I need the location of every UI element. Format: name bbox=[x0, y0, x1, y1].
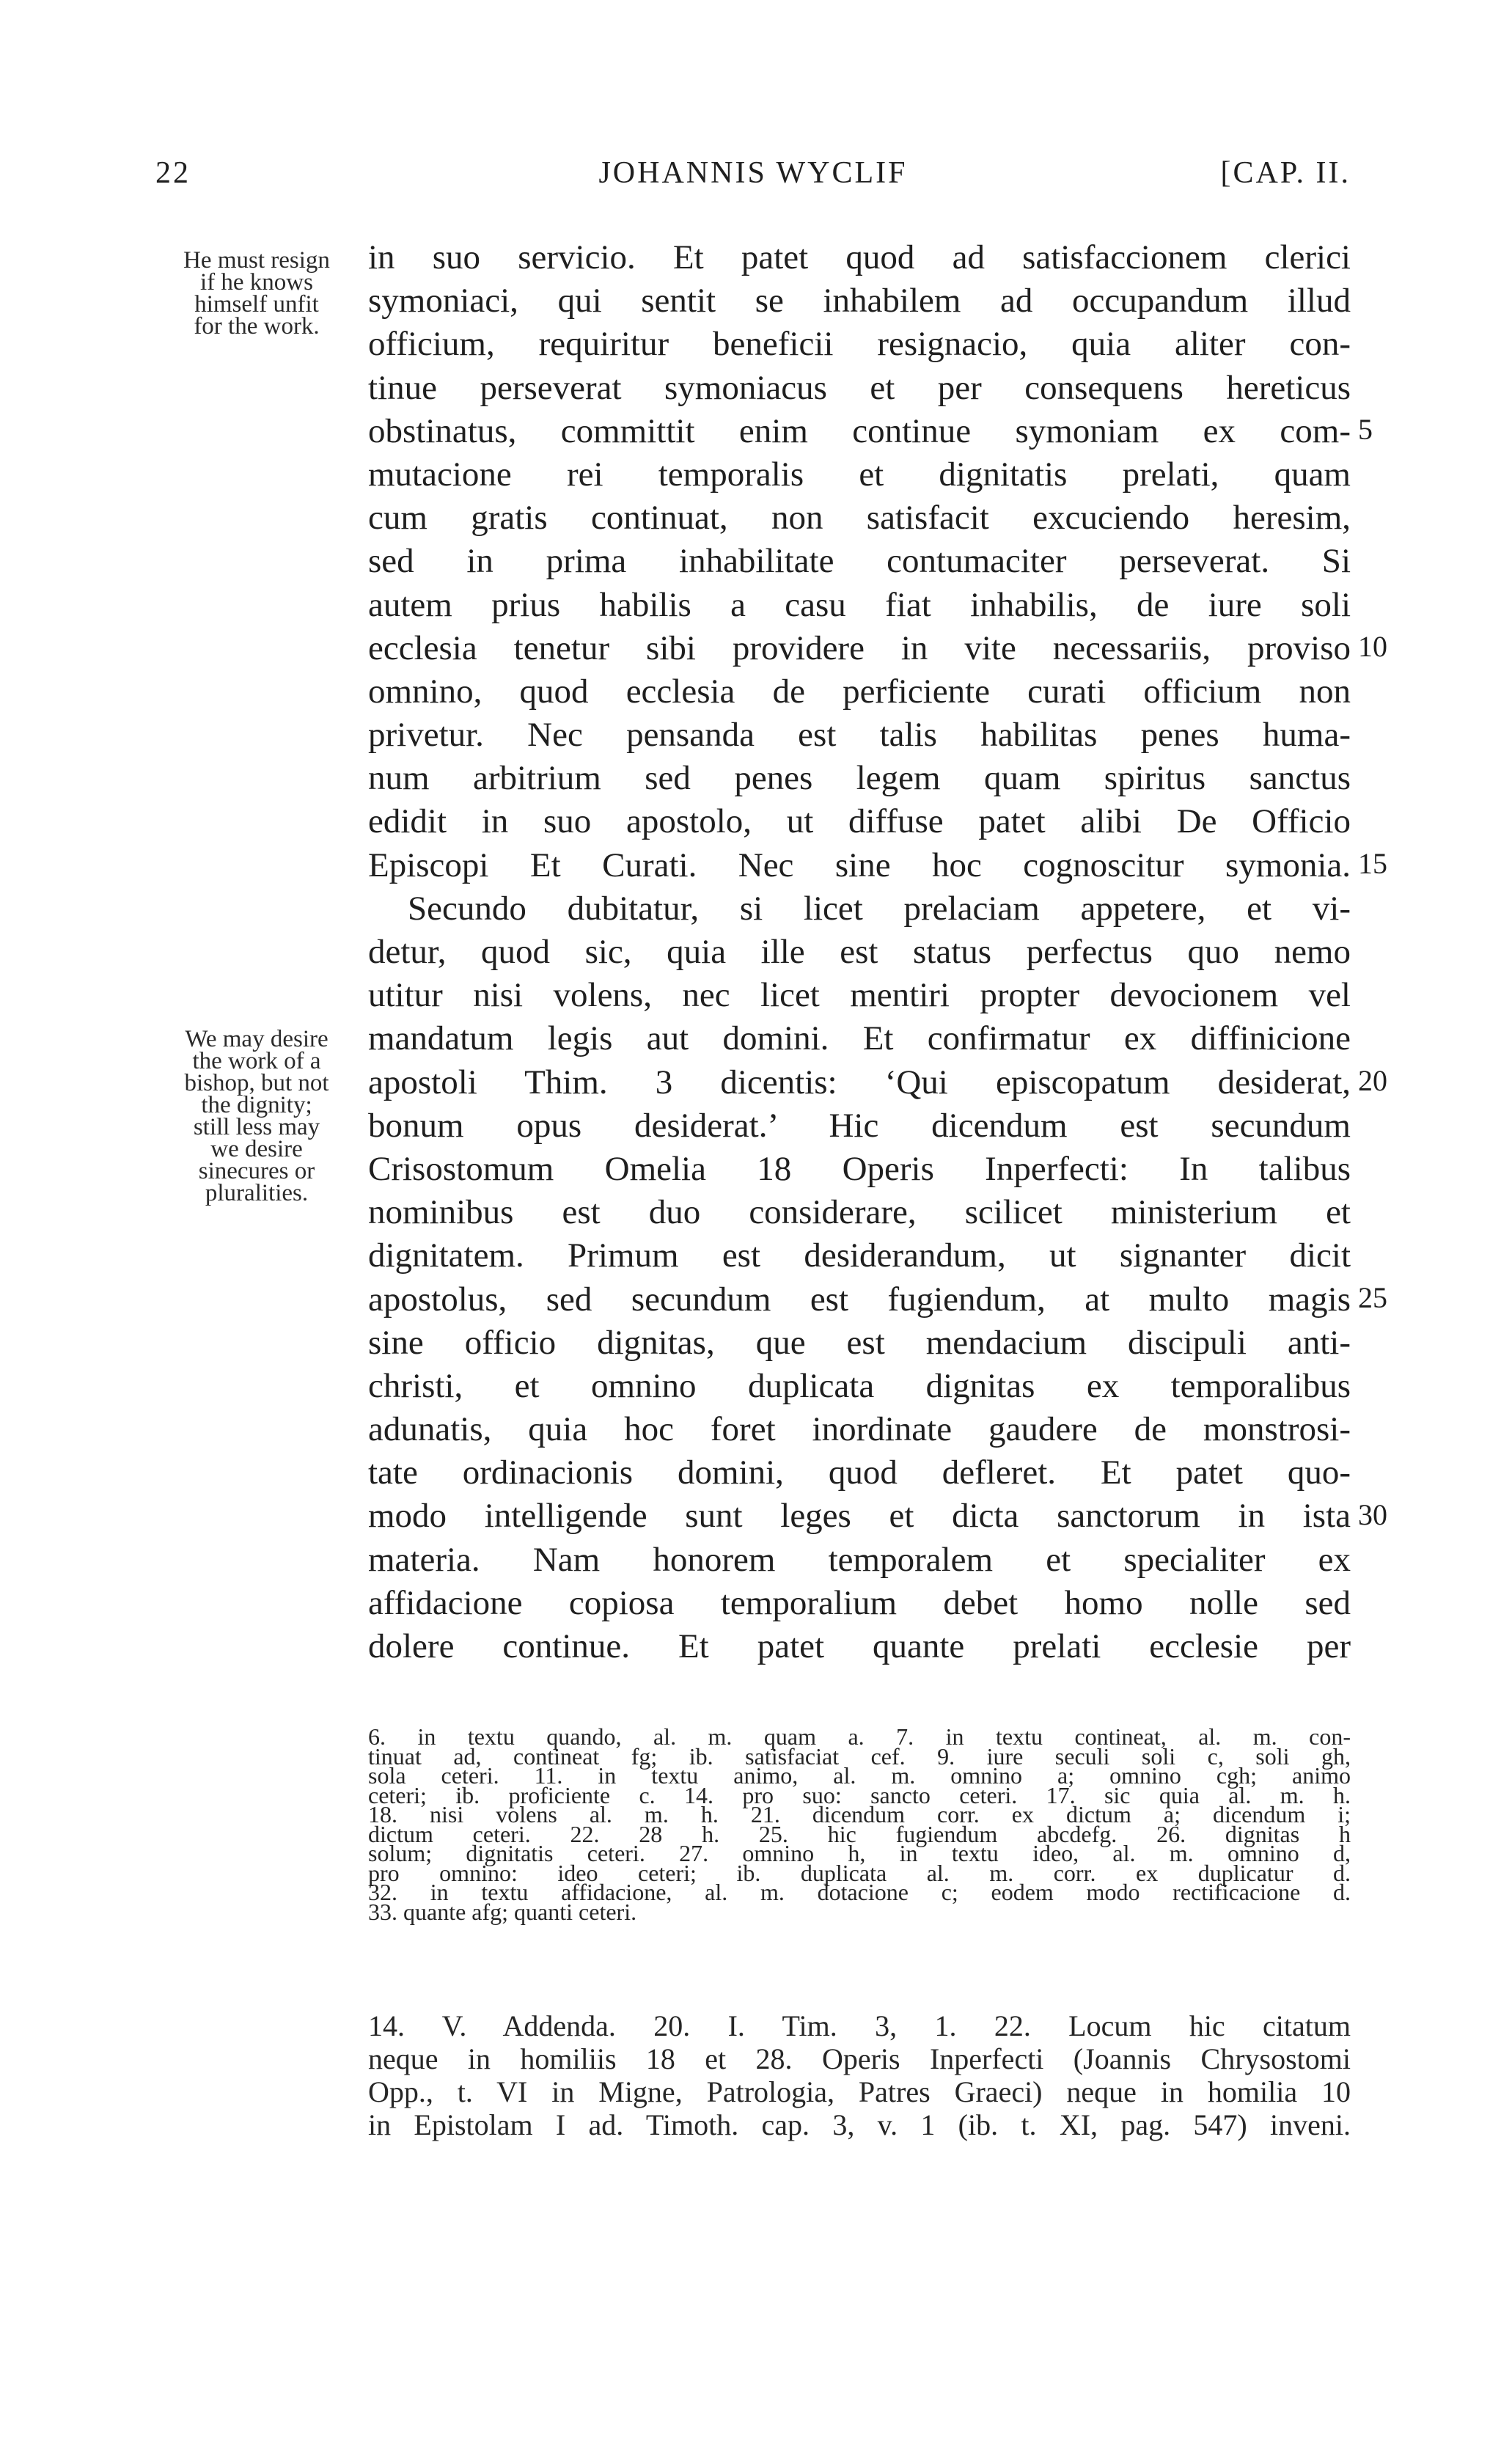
text-line: nominibus est duo considerare, scilicet ministerium et bbox=[368, 1193, 1351, 1232]
text-line: bonum opus desiderat.’ Hic dicendum est secundum bbox=[368, 1106, 1351, 1145]
text-line: symoniaci, qui sentit se inhabilem ad occupandum illud bbox=[368, 282, 1351, 320]
text-line: apostolus, sed secundum est fugiendum, at multo magis bbox=[368, 1280, 1351, 1319]
text-line: mandatum legis aut domini. Et confirmatur ex diffinicione bbox=[368, 1019, 1351, 1058]
sidenote-line: if he knows bbox=[200, 269, 313, 296]
text-line: adunatis, quia hoc foret inordinate gaudere de monstrosi- bbox=[368, 1410, 1351, 1449]
page-header bbox=[155, 155, 1351, 199]
sidenote-line: the dignity; bbox=[201, 1092, 312, 1118]
text-line: dolere continue. Et patet quante prelati ecclesie per bbox=[368, 1627, 1351, 1665]
apparatus-line: 6. in textu quando, al. m. quam a. 7. in textu contineat, al. m. con- bbox=[368, 1723, 1351, 1750]
footnote-line: neque in homiliis 18 et 28. Operis Inperfecti (Joannis Chrysostomi bbox=[368, 2042, 1351, 2075]
sidenote-line: himself unfit bbox=[194, 291, 319, 318]
sidenote-line: sinecures or bbox=[198, 1158, 315, 1184]
text-line: in suo servicio. Et patet quod ad satisfaccionem clerici bbox=[368, 238, 1351, 276]
text-line: privetur. Nec pensanda est talis habilitas penes huma- bbox=[368, 716, 1351, 755]
line-number: 10 bbox=[1358, 630, 1387, 663]
text-line: obstinatus, committit enim continue symoniam ex com- bbox=[368, 411, 1351, 450]
footnote-line: 14. V. Addenda. 20. I. Tim. 3, 1. 22. Locum hic citatum bbox=[368, 2009, 1351, 2042]
text-line: mutacione rei temporalis et dignitatis prelati, quam bbox=[368, 455, 1351, 494]
text-line: Secundo dubitatur, si licet prelaciam appetere, et vi- bbox=[408, 889, 1351, 928]
text-line: sed in prima inhabilitate contumaciter perseverat. Si bbox=[368, 542, 1351, 581]
line-number: 20 bbox=[1358, 1064, 1387, 1097]
sidenote-resign bbox=[148, 247, 365, 340]
text-line: christi, et omnino duplicata dignitas ex temporalibus bbox=[368, 1366, 1351, 1405]
text-line: detur, quod sic, quia ille est status perfectus quo nemo bbox=[368, 933, 1351, 971]
text-line: autem prius habilis a casu fiat inhabilis, de iure soli bbox=[368, 585, 1351, 624]
text-line: materia. Nam honorem temporalem et specialiter ex bbox=[368, 1540, 1351, 1579]
sidenote-line: for the work. bbox=[194, 313, 320, 340]
running-title: JOHANNIS WYCLIF bbox=[598, 156, 908, 190]
sidenote-line: the work of a bbox=[192, 1048, 321, 1074]
text-line: utitur nisi volens, nec licet mentiri propter devocionem vel bbox=[368, 976, 1351, 1015]
critical-apparatus bbox=[368, 1723, 1351, 1925]
apparatus-line: 18. nisi volens al. m. h. 21. dicendum corr. ex dictum a; dicendum i; bbox=[368, 1801, 1351, 1827]
text-line: cum gratis continuat, non satisfacit excuciendo heresim, bbox=[368, 499, 1351, 538]
apparatus-line: sola ceteri. 11. in textu animo, al. m. omnino a; omnino cgh; animo bbox=[368, 1762, 1351, 1789]
text-line: tinue perseverat symoniacus et per consequens hereticus bbox=[368, 368, 1351, 407]
line-number: 25 bbox=[1358, 1281, 1387, 1314]
page-number: 22 bbox=[155, 156, 191, 190]
sidenote-bishop bbox=[148, 1028, 365, 1204]
sidenote-line: bishop, but not bbox=[184, 1070, 329, 1096]
line-number: 5 bbox=[1358, 413, 1373, 446]
text-line: dignitatem. Primum est desiderandum, ut signanter dicit bbox=[368, 1236, 1351, 1275]
sidenote-line: We may desire bbox=[185, 1026, 329, 1052]
apparatus-line: ceteri; ib. proficiente c. 14. pro suo: sancto ceteri. 17. sic quia al. m. h. bbox=[368, 1781, 1351, 1808]
footnote-line: Opp., t. VI in Migne, Patrologia, Patres Graeci) neque in homilia 10 bbox=[368, 2075, 1351, 2108]
text-line: omnino, quod ecclesia de perficiente curati officium non bbox=[368, 672, 1351, 711]
line-number: 15 bbox=[1358, 847, 1387, 880]
main-text bbox=[368, 236, 1351, 1668]
sidenote-line: He must resign bbox=[183, 247, 330, 274]
sidenote-line: pluralities. bbox=[205, 1180, 309, 1206]
text-line: apostoli Thim. 3 dicentis: ‘Qui episcopatum desiderat, bbox=[368, 1063, 1351, 1101]
text-line: affidacione copiosa temporalium debet homo nolle sed bbox=[368, 1583, 1351, 1622]
text-line: sine officio dignitas, que est mendacium discipuli anti- bbox=[368, 1323, 1351, 1362]
text-line: officium, requiritur beneficii resignacio, quia aliter con- bbox=[368, 325, 1351, 364]
sidenote-line: still less may bbox=[193, 1114, 320, 1140]
apparatus-line: pro omnino: ideo ceteri; ib. duplicata al. m. corr. ex duplicatur d. bbox=[368, 1859, 1351, 1886]
apparatus-line: solum; dignitatis ceteri. 27. omnino h, in textu ideo, al. m. omnino d, bbox=[368, 1840, 1351, 1866]
text-line: Crisostomum Omelia 18 Operis Inperfecti: In talibus bbox=[368, 1149, 1351, 1188]
text-line: num arbitrium sed penes legem quam spiritus sanctus bbox=[368, 759, 1351, 798]
chapter-label: [CAP. II. bbox=[1220, 156, 1351, 190]
sidenote-line: we desire bbox=[210, 1136, 303, 1162]
text-line: ecclesia tenetur sibi providere in vite necessariis, proviso bbox=[368, 628, 1351, 667]
apparatus-line: dictum ceteri. 22. 28 h. 25. hic fugiendum abcdefg. 26. dignitas h bbox=[368, 1820, 1351, 1847]
footnote-line: in Epistolam I ad. Timoth. cap. 3, v. 1 (ib. t. XI, pag. 547) inveni. bbox=[368, 2108, 1351, 2141]
line-number: 30 bbox=[1358, 1498, 1387, 1531]
apparatus-line: 33. quante afg; quanti ceteri. bbox=[368, 1898, 637, 1925]
text-line: tate ordinacionis domini, quod defleret. Et patet quo- bbox=[368, 1453, 1351, 1492]
text-line: modo intelligende sunt leges et dicta sanctorum in ista bbox=[368, 1497, 1351, 1536]
apparatus-line: tinuat ad, contineat fg; ib. satisfaciat cef. 9. iure seculi soli c, soli gh, bbox=[368, 1742, 1351, 1770]
text-line: edidit in suo apostolo, ut diffuse patet alibi De Officio bbox=[368, 802, 1351, 841]
apparatus-line: 32. in textu affidacione, al. m. dotacione c; eodem modo rectificacione d. bbox=[368, 1879, 1351, 1905]
footnotes bbox=[368, 2009, 1351, 2141]
text-line: Episcopi Et Curati. Nec sine hoc cognoscitur symonia. bbox=[368, 846, 1351, 884]
